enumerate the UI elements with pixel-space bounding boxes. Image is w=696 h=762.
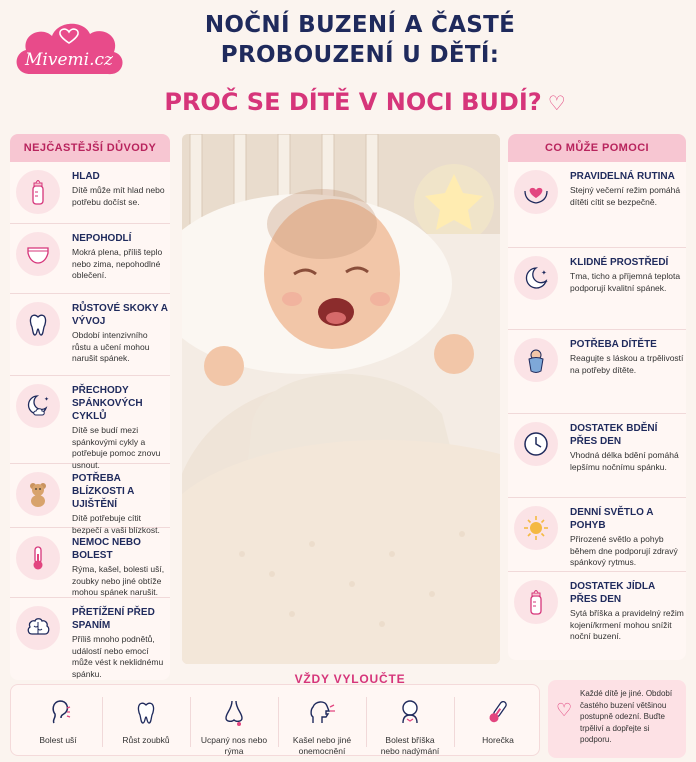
tummy-ache-icon bbox=[375, 695, 445, 729]
sun-icon bbox=[514, 506, 558, 550]
exclude-panel bbox=[10, 684, 540, 756]
help-item-awake-time bbox=[508, 414, 686, 498]
exclude-label: Růst zoubků bbox=[122, 735, 170, 745]
exclude-item-cough bbox=[287, 695, 357, 757]
baby-bottle-icon bbox=[514, 580, 558, 624]
help-text: Stejný večerní režim pomáhá dítěti cítit se bezpečně. bbox=[570, 185, 681, 207]
reason-item-illness bbox=[10, 528, 170, 598]
help-title: DOSTATEK BDĚNÍ PŘES DEN bbox=[570, 423, 658, 447]
svg-text:✦: ✦ bbox=[544, 279, 549, 285]
heart-icon: ♡ bbox=[556, 700, 573, 720]
reason-item-closeness bbox=[10, 464, 170, 535]
reason-item-discomfort bbox=[10, 224, 170, 294]
reason-title: RŮSTOVÉ SKOKY A VÝVOJ bbox=[72, 303, 168, 327]
page-subtitle bbox=[150, 88, 580, 116]
swaddled-baby-icon bbox=[514, 338, 558, 382]
reason-title: POTŘEBA BLÍZKOSTI A UJIŠTĚNÍ bbox=[72, 473, 135, 510]
crying-baby-photo bbox=[182, 134, 500, 664]
help-panel bbox=[508, 134, 686, 660]
thermometer-icon bbox=[463, 695, 533, 729]
exclude-label: Ucpaný nos nebo rýma bbox=[200, 735, 268, 756]
help-text: Reagujte s láskou a trpělivostí na potřeby dítěte. bbox=[570, 353, 684, 375]
reassurance-note bbox=[548, 680, 686, 758]
reason-text: Dítě se budí mezi spánkovými cykly a potřebuje pomoc znovu usnout. bbox=[72, 425, 161, 470]
reason-item-overstimulation bbox=[10, 598, 170, 680]
divider bbox=[190, 697, 191, 747]
moon-stars-icon bbox=[514, 256, 558, 300]
exclude-label: Bolest bříška nebo nadýmání bbox=[380, 735, 440, 756]
help-list bbox=[508, 162, 686, 660]
reason-text: Dítě může mít hlad nebo potřebu dočíst se. bbox=[72, 185, 165, 207]
exclude-label: Horečka bbox=[482, 735, 514, 745]
exclude-heading: VŽDY VYLOUČTE bbox=[294, 672, 406, 686]
reason-text: Dítě potřebuje cítit bezpečí a vaši blízkost. bbox=[72, 513, 160, 535]
brain-icon bbox=[16, 606, 60, 650]
logo-text: Mivemi.cz bbox=[25, 50, 113, 70]
title-line-1: NOČNÍ BUZENÍ A ČASTÉ bbox=[204, 12, 516, 38]
reason-title: PŘETÍŽENÍ PŘED SPANÍM bbox=[72, 607, 155, 631]
divider bbox=[454, 697, 455, 747]
brand-logo bbox=[10, 12, 128, 86]
reason-title: PŘECHODY SPÁNKOVÝCH CYKLŮ bbox=[72, 385, 143, 422]
help-text: Tma, ticho a příjemná teplota podporují kvalitní spánek. bbox=[570, 271, 681, 293]
note-text: Každé dítě je jiné. Období častého buzení většinou postupně odezní. Buďte trpěliví a dopřejte si podporu. bbox=[580, 689, 673, 744]
reason-title: NEPOHODLÍ bbox=[72, 233, 132, 244]
divider bbox=[102, 697, 103, 747]
thermometer-icon bbox=[16, 536, 60, 580]
baby-bottle-icon bbox=[16, 170, 60, 214]
reason-item-hunger bbox=[10, 162, 170, 224]
svg-text:✦: ✦ bbox=[541, 270, 547, 277]
tooth-icon bbox=[16, 302, 60, 346]
exclude-item-tummy-ache bbox=[375, 695, 445, 757]
help-item-enough-food bbox=[508, 572, 686, 660]
runny-nose-icon bbox=[199, 695, 269, 729]
tooth-icon bbox=[111, 695, 181, 729]
help-heading: CO MŮŽE POMOCI bbox=[508, 134, 686, 162]
page-title bbox=[150, 10, 570, 70]
reason-text: Období intenzivního růstu a učení mohou narušit spánek. bbox=[72, 330, 150, 363]
exclude-item-blocked-nose bbox=[199, 695, 269, 757]
help-item-routine bbox=[508, 162, 686, 248]
diaper-icon bbox=[16, 232, 60, 276]
reason-item-sleep-cycles bbox=[10, 376, 170, 470]
help-title: DENNÍ SVĚTLO A POHYB bbox=[570, 507, 654, 531]
ear-icon bbox=[23, 695, 93, 729]
teddy-bear-icon bbox=[16, 472, 60, 516]
logo-cloud-shape bbox=[10, 12, 128, 86]
help-text: Přirozené světlo a pohyb během dne podporují zdravý spánkový rytmus. bbox=[570, 534, 678, 567]
title-line-2: PROBOUZENÍ U DĚTÍ: bbox=[220, 42, 500, 68]
reasons-panel bbox=[10, 134, 170, 680]
help-item-daylight bbox=[508, 498, 686, 572]
help-title: POTŘEBA DÍTĚTE bbox=[570, 339, 657, 350]
divider bbox=[366, 697, 367, 747]
clock-icon bbox=[514, 422, 558, 466]
help-title: PRAVIDELNÁ RUTINA bbox=[570, 171, 675, 182]
reason-title: NEMOC NEBO BOLEST bbox=[72, 537, 141, 561]
reasons-list bbox=[10, 162, 170, 680]
help-title: KLIDNÉ PROSTŘEDÍ bbox=[570, 257, 669, 268]
moon-cloud-icon bbox=[16, 384, 60, 428]
subtitle-text: PROČ SE DÍTĚ V NOCI BUDÍ? bbox=[164, 88, 542, 116]
exclude-item-ear-pain bbox=[23, 695, 93, 746]
reason-title: HLAD bbox=[72, 171, 100, 182]
help-item-child-needs bbox=[508, 330, 686, 414]
help-text: Vhodná délka bdění pomáhá lepšímu nočnímu spánku. bbox=[570, 450, 679, 472]
heart-icon: ♡ bbox=[547, 91, 566, 115]
reason-text: Mokrá plena, příliš teplo nebo zima, nepohodlné oblečení. bbox=[72, 247, 163, 280]
help-title: DOSTATEK JÍDLA PŘES DEN bbox=[570, 581, 655, 605]
exclude-item-teething bbox=[111, 695, 181, 746]
exclude-label: Kašel nebo jiné onemocnění bbox=[292, 735, 352, 756]
divider bbox=[278, 697, 279, 747]
reasons-heading: NEJČASTĚJŠÍ DŮVODY bbox=[10, 134, 170, 162]
cough-icon bbox=[287, 695, 357, 729]
reason-text: Příliš mnoho podnětů, událostí nebo emocí může vést k neklidnému spánku. bbox=[72, 634, 164, 679]
heart-hands-icon bbox=[514, 170, 558, 214]
exclude-label: Bolest uší bbox=[39, 735, 77, 745]
help-text: Sytá bříška a pravidelný režim kojení/krmení mohou snížit noční buzení. bbox=[570, 608, 684, 641]
reason-text: Rýma, kašel, bolesti uší, zoubky nebo jiné obtíže mohou spánek narušit. bbox=[72, 564, 165, 597]
reason-item-growth bbox=[10, 294, 170, 376]
svg-text:✦: ✦ bbox=[44, 397, 50, 403]
help-item-calm-environment bbox=[508, 248, 686, 330]
exclude-item-fever bbox=[463, 695, 533, 746]
